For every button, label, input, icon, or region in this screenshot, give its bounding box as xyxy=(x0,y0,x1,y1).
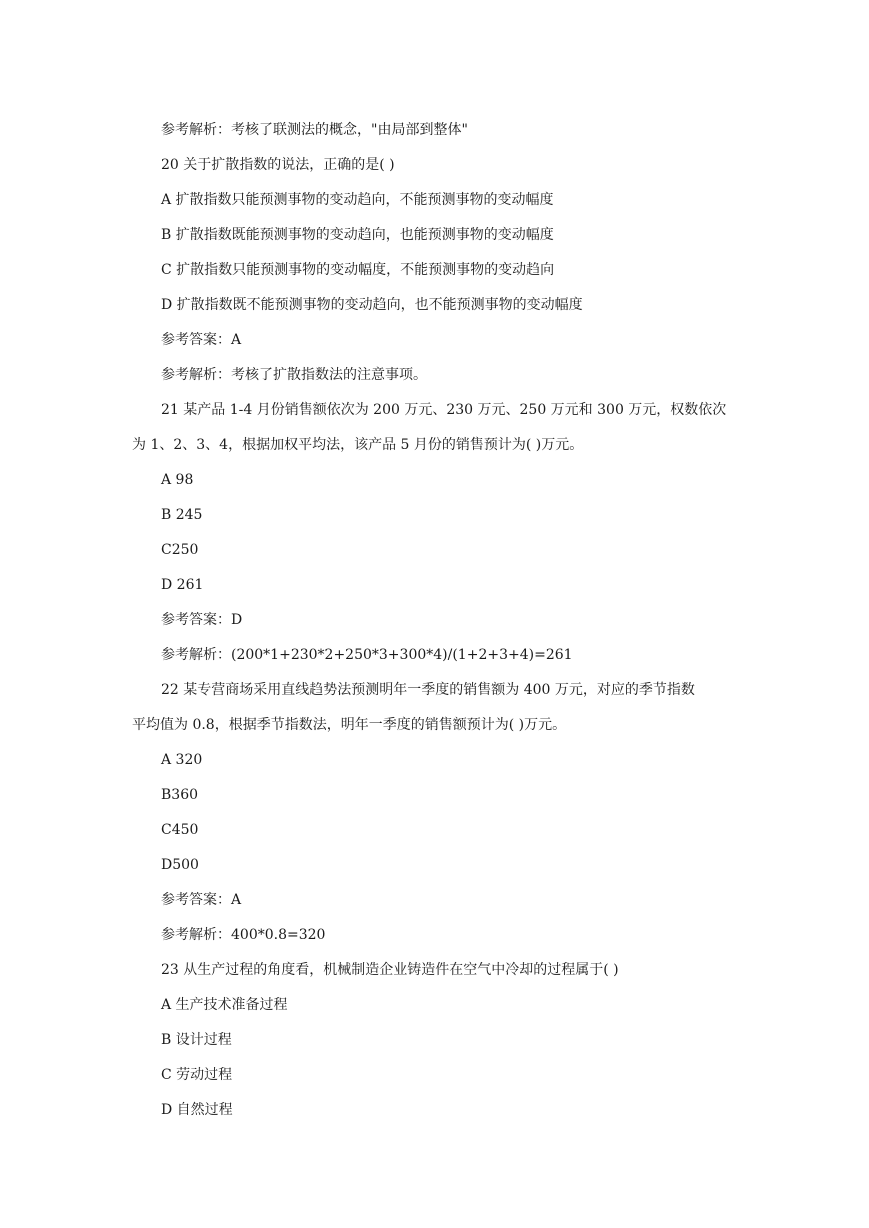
option-text: A 生产技术准备过程 xyxy=(161,997,288,1013)
question-text: 平均值为 0.8，根据季节指数法，明年一季度的销售额预计为( )万元。 xyxy=(132,717,567,733)
option-text: B360 xyxy=(161,787,199,803)
option-text: A 扩散指数只能预测事物的变动趋向，不能预测事物的变动幅度 xyxy=(161,192,554,208)
option-text: A 320 xyxy=(161,752,203,768)
option-text: C450 xyxy=(161,822,199,838)
option-text: A 98 xyxy=(161,472,194,488)
option-text: B 扩散指数既能预测事物的变动趋向，也能预测事物的变动幅度 xyxy=(161,227,554,243)
answer-text: 参考答案：A xyxy=(161,892,242,908)
option-text: D 自然过程 xyxy=(161,1102,233,1118)
question-text: 20 关于扩散指数的说法，正确的是( ) xyxy=(161,157,395,173)
question-text: 23 从生产过程的角度看，机械制造企业铸造件在空气中冷却的过程属于( ) xyxy=(161,962,619,978)
answer-text: 参考答案：D xyxy=(161,612,243,628)
explanation-text: 参考解析：考核了联测法的概念，"由局部到整体" xyxy=(161,122,468,138)
explanation-text: 参考解析：考核了扩散指数法的注意事项。 xyxy=(161,367,427,383)
question-text: 21 某产品 1-4 月份销售额依次为 200 万元、230 万元、250 万元和 300 万元，权数依次 xyxy=(161,402,727,418)
option-text: C250 xyxy=(161,542,199,558)
option-text: D 扩散指数既不能预测事物的变动趋向，也不能预测事物的变动幅度 xyxy=(161,297,583,313)
option-text: D 261 xyxy=(161,577,204,593)
question-text: 22 某专营商场采用直线趋势法预测明年一季度的销售额为 400 万元，对应的季节指数 xyxy=(161,682,695,698)
explanation-text: 参考解析：(200*1+230*2+250*3+300*4)/(1+2+3+4)=261 xyxy=(161,647,573,663)
option-text: D500 xyxy=(161,857,199,873)
option-text: C 劳动过程 xyxy=(161,1067,233,1083)
question-text: 为 1、2、3、4，根据加权平均法，该产品 5 月份的销售预计为( )万元。 xyxy=(132,437,584,453)
option-text: B 245 xyxy=(161,507,203,523)
explanation-text: 参考解析：400*0.8=320 xyxy=(161,927,326,943)
answer-text: 参考答案：A xyxy=(161,332,242,348)
option-text: C 扩散指数只能预测事物的变动幅度，不能预测事物的变动趋向 xyxy=(161,262,555,278)
option-text: B 设计过程 xyxy=(161,1032,232,1048)
